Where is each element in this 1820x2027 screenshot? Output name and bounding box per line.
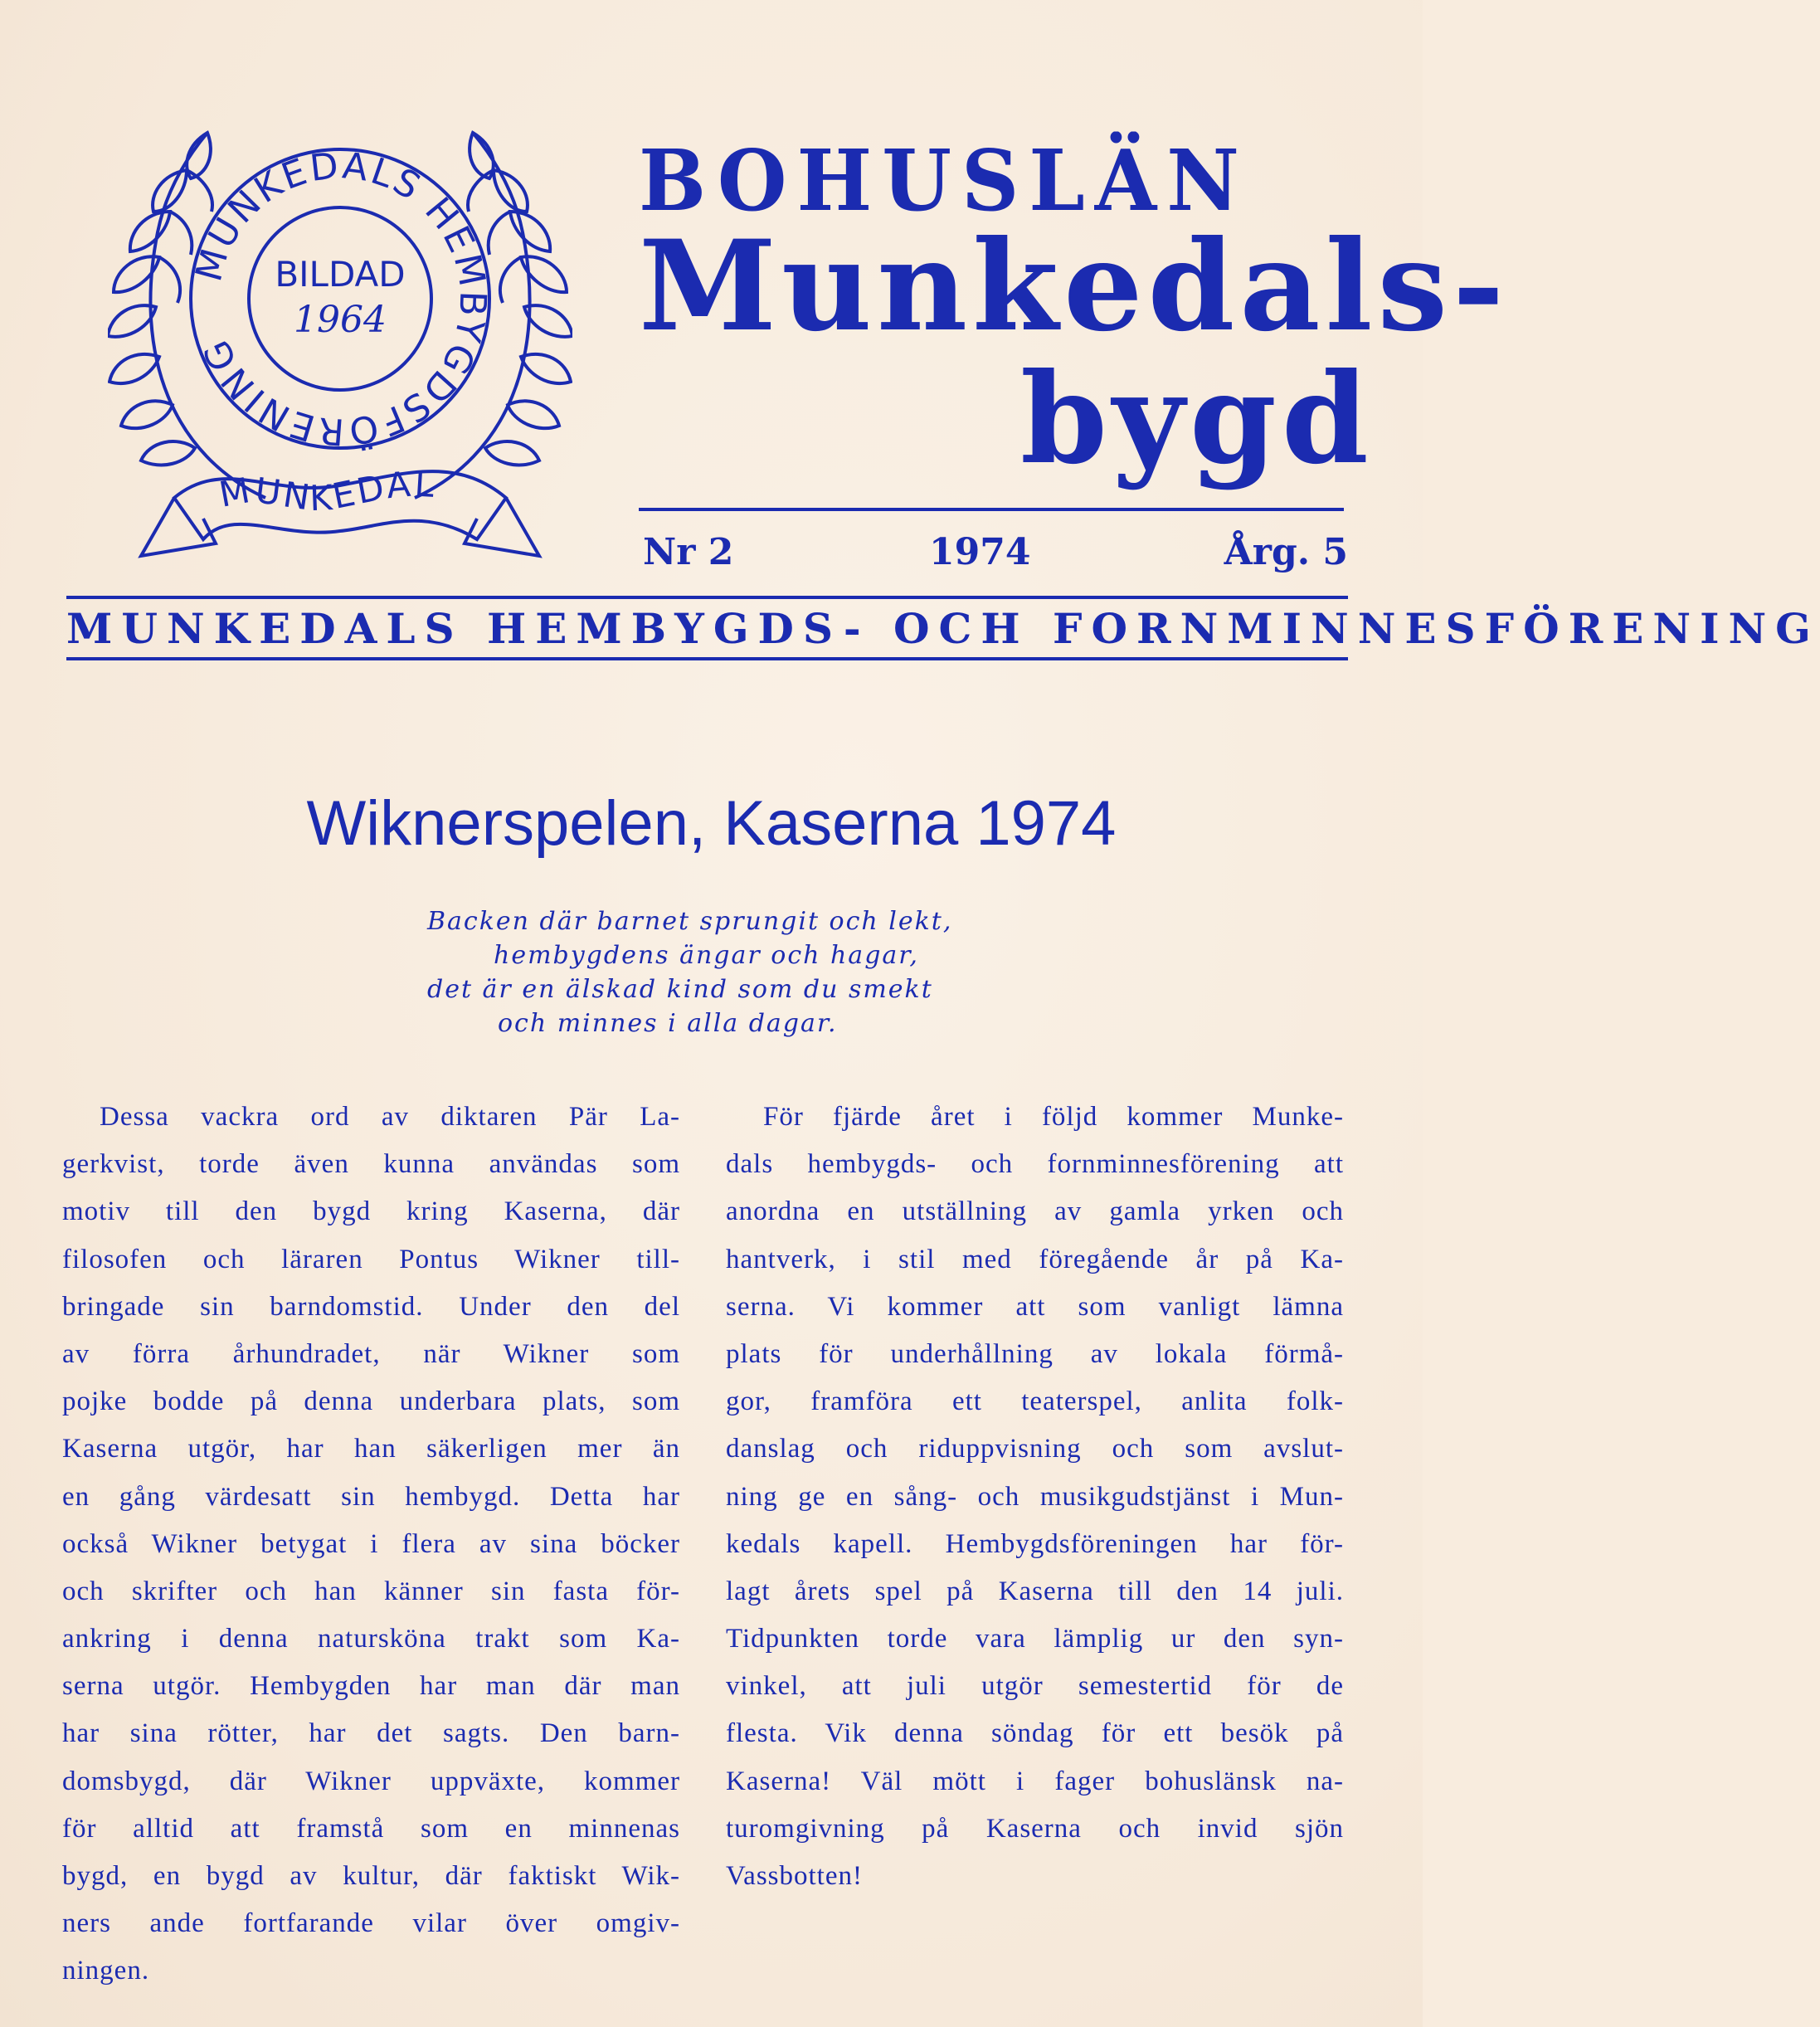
poem-line: det är en älskad kind som du smekt — [427, 975, 933, 1004]
text-line: filosofen och läraren Pontus Wikner till- — [62, 1244, 680, 1274]
article-column-left — [62, 1094, 680, 1995]
text-line: gerkvist, torde även kunna användas som — [62, 1149, 680, 1180]
text-line: för alltid att framstå som en minnenas — [62, 1813, 680, 1844]
text-line: pojke bodde på denna underbara plats, som — [62, 1386, 680, 1417]
text-line: har sina rötter, har det sagts. Den barn- — [62, 1718, 680, 1749]
text-line: flesta. Vik denna söndag för ett besök på — [726, 1718, 1344, 1749]
article-column-right — [726, 1094, 1344, 1900]
poem-line: hembygdens ängar och hagar, — [494, 941, 919, 970]
society-name: MUNKEDALS HEMBYGDS- OCH FORNMINNESFÖRENING — [66, 604, 1820, 653]
text-line: en gång värdesatt sin hembygd. Detta har — [62, 1481, 680, 1512]
text-line: lagt årets spel på Kaserna till den 14 juli. — [726, 1576, 1344, 1606]
text-line: bringade sin barndomstid. Under den del — [62, 1291, 680, 1322]
text-line: också Wikner betygat i flera av sina böcker — [62, 1528, 680, 1559]
masthead-title-line-2: bygd — [1020, 346, 1374, 492]
text-line: serna utgör. Hembygden har man där man — [62, 1671, 680, 1702]
issue-info-row — [643, 531, 1348, 573]
text-line: av förra århundradet, när Wikner som — [62, 1338, 680, 1369]
emblem-ribbon-text: MUNKEDAL — [216, 463, 438, 519]
masthead-rule — [639, 508, 1344, 511]
epigraph-poem — [415, 904, 995, 1040]
text-line: ankring i denna naturskönа trakt som Ka- — [62, 1624, 680, 1654]
emblem-year-text: 1964 — [294, 299, 387, 341]
text-line: ningen. — [62, 1956, 150, 1986]
issue-volume: Årg. 5 — [1224, 531, 1348, 573]
society-band-top-rule — [66, 596, 1348, 599]
text-line: Vassbotten! — [726, 1861, 863, 1891]
issue-number: Nr 2 — [643, 531, 734, 573]
text-line: Tidpunkten torde vara lämplig ur den syn- — [726, 1624, 1344, 1654]
masthead-title-line-1: Munkedals- — [639, 213, 1510, 359]
text-line: anordna en utställning av gamla yrken och — [726, 1196, 1344, 1227]
society-emblem-logo — [108, 108, 572, 589]
text-line: bygd, en bygd av kultur, där faktiskt Wik- — [62, 1861, 680, 1891]
article-headline: Wiknerspelen, Kaserna 1974 — [306, 788, 1117, 859]
text-line: ners ande fortfarande vilar över omgiv- — [62, 1908, 680, 1939]
text-line: Kaserna utgör, har han säkerligen mer än — [62, 1434, 680, 1464]
masthead-region-title: BOHUSLÄN — [639, 131, 1250, 231]
text-line: För fjärde året i följd kommer Munke- — [763, 1102, 1344, 1132]
text-line: serna. Vi kommer att som vanligt lämna — [726, 1291, 1344, 1322]
text-line: motiv till den bygd kring Kaserna, där — [62, 1196, 680, 1227]
text-line: kedals kapell. Hembygdsföreningen har för- — [726, 1528, 1344, 1559]
text-line: hantverk, i stil med föregående år på Ka- — [726, 1244, 1344, 1274]
emblem-bildad-text: BILDAD — [275, 254, 406, 295]
text-line: dals hembygds- och fornminnesförening att — [726, 1149, 1344, 1180]
text-line: turomgivning på Kaserna och invid sjön — [726, 1813, 1344, 1844]
text-line: plats för underhållning av lokala förmå- — [726, 1338, 1344, 1369]
society-band-bottom-rule — [66, 657, 1348, 660]
text-line: gor, framföra ett teaterspel, anlita folk- — [726, 1386, 1344, 1417]
text-line: vinkel, att juli utgör semestertid för de — [726, 1671, 1344, 1702]
emblem-ring-text: MUNKEDALS HEMBYGDSFÖRENING — [187, 144, 494, 453]
text-line: domsbygd, där Wikner uppväxte, kommer — [62, 1766, 680, 1796]
poem-line: Backen där barnet sprungit och lekt, — [427, 907, 953, 936]
text-line: ning ge en sång- och musikgudstjänst i Mun- — [726, 1481, 1344, 1512]
poem-line: och minnes i alla dagar. — [498, 1009, 838, 1038]
text-line: Kaserna! Väl mött i fager bohuslänsk na- — [726, 1766, 1344, 1796]
text-line: Dessa vackra ord av diktaren Pär La- — [100, 1102, 680, 1132]
text-line: danslag och riduppvisning och som avslut- — [726, 1434, 1344, 1464]
text-line: och skrifter och han känner sin fasta för- — [62, 1576, 680, 1606]
issue-year: 1974 — [929, 531, 1031, 573]
